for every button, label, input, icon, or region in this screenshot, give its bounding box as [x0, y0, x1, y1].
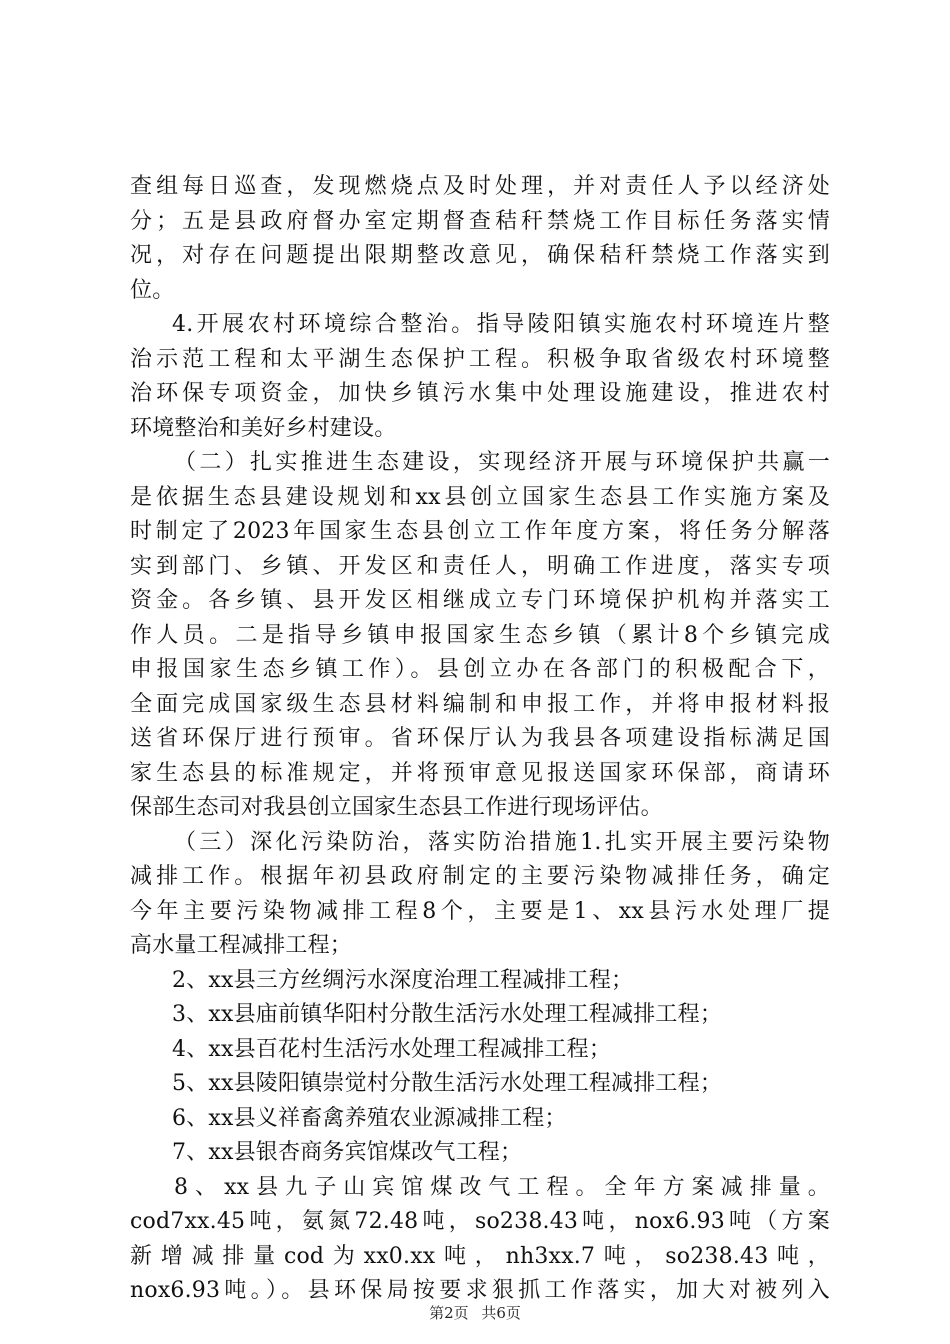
page-number: 第2页: [429, 1304, 469, 1322]
text-line: cod7xx.45吨，氨氮72.48吨，so238.43吨，nox6.93吨（方案: [130, 1209, 830, 1234]
text-line: 资金。各乡镇、县开发区相继成立专门环境保护机构并落实工: [130, 588, 830, 613]
text-line: 治示范工程和太平湖生态保护工程。积极争取省级农村环境整: [130, 346, 830, 372]
text-line: 8、xx县九子山宾馆煤改气工程。全年方案减排量。: [174, 1174, 830, 1200]
text-line: 作人员。二是指导乡镇申报国家生态乡镇（累计8个乡镇完成: [130, 622, 830, 648]
text-line: 况，对存在问题提出限期整改意见，确保秸秆禁烧工作落实到: [130, 243, 830, 268]
text-line: 4、xx县百花村生活污水处理工程减排工程；: [172, 1036, 612, 1062]
text-line: 新增减排量cod为xx0.xx吨，nh3xx.7吨，so238.43吨，: [130, 1243, 830, 1269]
text-line: （二）扎实推进生态建设，实现经济开展与环境保护共赢一: [174, 450, 830, 475]
text-line: 位。: [130, 277, 175, 303]
text-line: 4.开展农村环境综合整治。指导陵阳镇实施农村环境连片整: [172, 312, 830, 337]
text-line: 分；五是县政府督办室定期督查秸秆禁烧工作目标任务落实情: [130, 208, 830, 234]
text-line: 2、xx县三方丝绸污水深度治理工程减排工程；: [172, 967, 634, 993]
text-line: 家生态县的标准规定，并将预审意见报送国家环保部，商请环: [130, 760, 830, 786]
text-line: 送省环保厅进行预审。省环保厅认为我县各项建设指标满足国: [130, 726, 830, 751]
text-line: 减排工作。根据年初县政府制定的主要污染物减排任务，确定: [130, 864, 830, 889]
text-line: （三）深化污染防治，落实防治措施1.扎实开展主要污染物: [174, 829, 830, 855]
page-footer: [0, 1302, 950, 1323]
text-line: 全面完成国家级生态县材料编制和申报工作，并将申报材料报: [130, 691, 830, 717]
text-line: 今年主要污染物减排工程8个，主要是1、xx县污水处理厂提: [130, 898, 830, 924]
text-line: 6、xx县义祥畜禽养殖农业源减排工程；: [172, 1105, 567, 1131]
page-total: 共6页: [481, 1304, 521, 1322]
text-line: nox6.93吨。）。县环保局按要求狠抓工作落实，加大对被列入: [130, 1278, 830, 1303]
text-line: 3、xx县庙前镇华阳村分散生活污水处理工程减排工程；: [172, 1002, 723, 1027]
document-body: [130, 170, 830, 1309]
text-line: 是依据生态县建设规划和xx县创立国家生态县工作实施方案及: [130, 484, 830, 510]
text-line: 环境整治和美好乡村建设。: [130, 415, 397, 441]
text-line: 7、xx县银杏商务宾馆煤改气工程；: [172, 1140, 523, 1165]
text-line: 治环保专项资金，加快乡镇污水集中处理设施建设，推进农村: [130, 381, 830, 406]
text-line: 保部生态司对我县创立国家生态县工作进行现场评估。: [130, 795, 663, 820]
text-line: 实到部门、乡镇、开发区和责任人，明确工作进度，落实专项: [130, 553, 830, 579]
text-line: 5、xx县陵阳镇崇觉村分散生活污水处理工程减排工程；: [172, 1071, 723, 1096]
text-line: 高水量工程减排工程；: [130, 933, 353, 958]
text-line: 时制定了2023年国家生态县创立工作年度方案，将任务分解落: [130, 519, 830, 544]
text-line: 申报国家生态乡镇工作）。县创立办在各部门的积极配合下，: [130, 657, 830, 682]
text-line: 查组每日巡查，发现燃烧点及时处理，并对责任人予以经济处: [130, 174, 830, 199]
